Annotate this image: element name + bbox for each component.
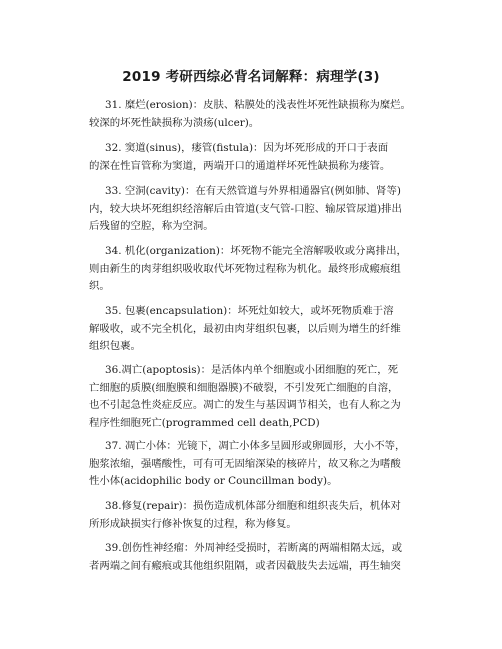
paragraph-line: 内，较大块坏死组织经溶解后由管道(支气管-口腔、输尿管尿道)排出	[89, 202, 402, 215]
paragraph-line: 所形成缺损实行修补恢复的过程，称为修复。	[89, 517, 297, 530]
paragraph-35	[89, 303, 429, 356]
paragraph-34	[89, 243, 429, 296]
paragraph-38	[89, 498, 429, 533]
paragraph-line: 织。	[89, 280, 110, 293]
paragraph-37	[89, 438, 429, 491]
paragraph-line: 33. 空洞(cavity)：在有天然管道与外界相通器官(例如肺、肾等)	[105, 185, 401, 197]
paragraph-line: 较深的坏死性缺损称为溃疡(ulcer)。	[89, 116, 260, 129]
document-title: 2019 考研西综必背名词解释：病理学(3)	[122, 69, 380, 85]
paragraph-line: 者两端之间有瘢痕或其他组织阻隔，或者因截肢失去远端，再生轴突	[89, 559, 401, 572]
paragraph-line: 胞浆浓缩，强嗜酸性，可有可无固缩深染的核碎片，故又称之为嗜酸	[89, 457, 401, 470]
paragraph-line: 亡细胞的质膜(细胞膜和细胞器膜)不破裂，不引发死亡细胞的自溶，	[89, 381, 399, 394]
paragraph-line: 则由新生的肉芽组织吸收取代坏死物过程称为机化。最终形成瘢痕组	[89, 262, 401, 275]
paragraph-33	[89, 183, 429, 236]
paragraph-line: 34. 机化(organization)：坏死物不能完全溶解吸收或分离排出，	[105, 245, 407, 257]
paragraph-line: 32. 窦道(sinus)，瘘管(fistula)：因为坏死形成的开口于表面	[105, 142, 389, 154]
paragraph-line: 39.创伤性神经瘤：外周神经受损时，若断离的两端相隔太远，或	[105, 542, 403, 554]
paragraph-line: 程序性细胞死亡(programmed cell death,PCD)	[89, 416, 320, 429]
paragraph-line: 解吸收，或不完全机化，最初由肉芽组织包裹，以后则为增生的纤维	[89, 322, 401, 335]
paragraph-32	[89, 140, 429, 175]
paragraph-line: 35. 包裹(encapsulation)：坏死灶如较大，或坏死物质难于溶	[105, 305, 394, 317]
paragraph-36	[89, 362, 429, 432]
paragraph-line: 的深在性盲管称为窦道，两端开口的通道样坏死性缺损称为瘘管。	[89, 159, 391, 172]
paragraph-line: 31. 糜烂(erosion)：皮肤、粘膜处的浅表性坏死性缺损称为糜烂。	[105, 99, 411, 111]
paragraph-line: 性小体(acidophilic body or Councillman body)。	[89, 475, 338, 488]
paragraph-line: 38.修复(repair)：损伤造成机体部分细胞和组织丧失后，机体对	[105, 500, 401, 512]
paragraph-line: 组织包裹。	[89, 340, 141, 353]
paragraph-line: 后残留的空腔，称为空洞。	[89, 220, 214, 233]
paragraph-line: 也不引起急性炎症反应。凋亡的发生与基因调节相关，也有人称之为	[89, 399, 401, 412]
paragraph-line: 37. 凋亡小体：光镜下，凋亡小体多呈圆形或卵圆形，大小不等，	[105, 440, 406, 452]
paragraph-line: 36.凋亡(apoptosis)：是活体内单个细胞或小团细胞的死亡，死	[105, 364, 399, 376]
paragraph-31	[89, 97, 429, 132]
paragraph-39	[89, 540, 429, 575]
